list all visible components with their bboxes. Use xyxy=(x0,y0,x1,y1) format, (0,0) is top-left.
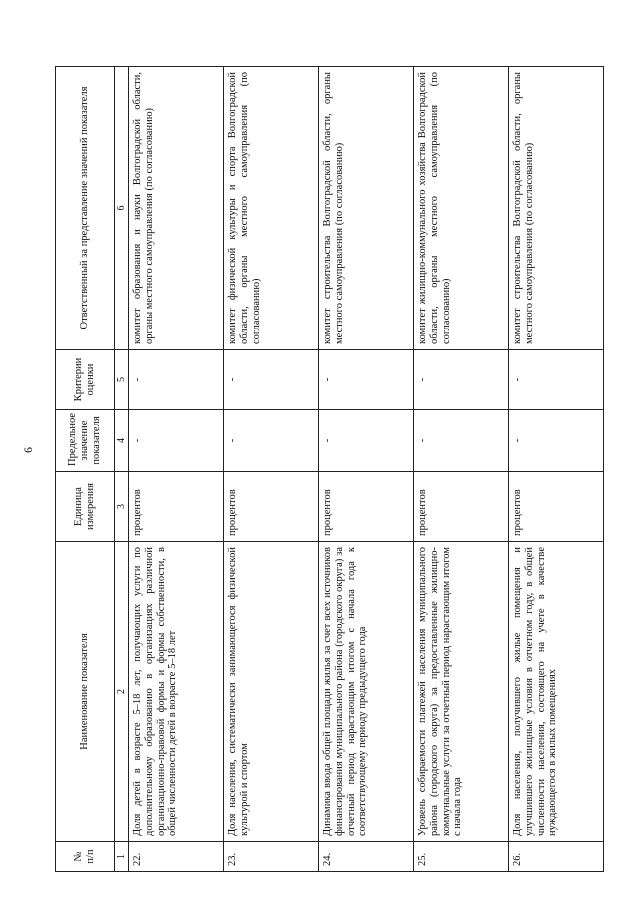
header-row xyxy=(56,67,115,872)
header-num: № п/п xyxy=(56,842,115,872)
row-responsible: комитет жилищно-коммунального хозяйства Волгоградской области, органы местного самоуправления (по согласованию) xyxy=(414,67,509,350)
row-num: 24. xyxy=(319,842,414,872)
header-criteria: Критерии оценки xyxy=(56,350,115,410)
row-limit: - xyxy=(414,410,509,472)
row-limit: - xyxy=(509,410,604,472)
row-limit: - xyxy=(224,410,319,472)
row-name: Доля населения, получившего жилые помещения и улучшившего жилищные условия в отчетном году, в общей численности населения, состоящего на учете в качестве нуждающегося в жилых помещениях xyxy=(509,542,604,842)
row-criteria: - xyxy=(224,350,319,410)
column-number: 2 xyxy=(115,542,129,842)
table-row xyxy=(129,67,224,872)
header-responsible: Ответственный за представление значений показателя xyxy=(56,67,115,350)
row-unit: процентов xyxy=(509,472,604,542)
row-num: 26. xyxy=(509,842,604,872)
header-limit: Предельное значение показателя xyxy=(56,410,115,472)
row-responsible: комитет образования и науки Волгоградской области, органы местного самоуправления (по согласованию) xyxy=(129,67,224,350)
row-criteria: - xyxy=(319,350,414,410)
row-criteria: - xyxy=(129,350,224,410)
row-unit: процентов xyxy=(224,472,319,542)
column-number: 1 xyxy=(115,842,129,872)
row-num: 22. xyxy=(129,842,224,872)
row-name: Динамика ввода общей площади жилья за счет всех источников финансирования муниципального района (городского округа) за отчетный период нарастающим итогом с начала года к соответствующему периоду предыдущего года xyxy=(319,542,414,842)
row-name: Доля детей в возрасте 5–18 лет, получающих услуги по дополнительному образованию в организациях различной организационно-правовой формы и формы собственности, в общей численности детей в возрасте 5–18 лет xyxy=(129,542,224,842)
column-number: 5 xyxy=(115,350,129,410)
row-num: 25. xyxy=(414,842,509,872)
row-criteria: - xyxy=(414,350,509,410)
row-responsible: комитет строительства Волгоградской области, органы местного самоуправления (по согласованию) xyxy=(509,67,604,350)
row-name: Доля населения, систематически занимающегося физической культурой и спортом xyxy=(224,542,319,842)
row-name: Уровень собираемости платежей населения муниципального района (городского округа) за предоставленные жилищно-коммунальные услуги за отчетный период нарастающим итогом с начала года xyxy=(414,542,509,842)
row-num: 23. xyxy=(224,842,319,872)
row-unit: процентов xyxy=(129,472,224,542)
column-number: 6 xyxy=(115,67,129,350)
row-limit: - xyxy=(319,410,414,472)
rotated-sheet xyxy=(55,67,559,872)
row-unit: процентов xyxy=(319,472,414,542)
header-unit: Единица измерения xyxy=(56,472,115,542)
column-number-row xyxy=(115,67,129,872)
row-responsible: комитет физической культуры и спорта Волгоградской области, органы местного самоуправления (по согласованию) xyxy=(224,67,319,350)
row-criteria: - xyxy=(509,350,604,410)
column-number: 3 xyxy=(115,472,129,542)
table-row xyxy=(319,67,414,872)
header-name: Наименование показателя xyxy=(56,542,115,842)
page-number: 6 xyxy=(21,447,35,453)
table-row xyxy=(414,67,509,872)
row-limit: - xyxy=(129,410,224,472)
indicators-table xyxy=(55,66,604,872)
table-row xyxy=(509,67,604,872)
row-unit: процентов xyxy=(414,472,509,542)
row-responsible: комитет строительства Волгоградской области, органы местного самоуправления (по согласованию) xyxy=(319,67,414,350)
column-number: 4 xyxy=(115,410,129,472)
table-row xyxy=(224,67,319,872)
